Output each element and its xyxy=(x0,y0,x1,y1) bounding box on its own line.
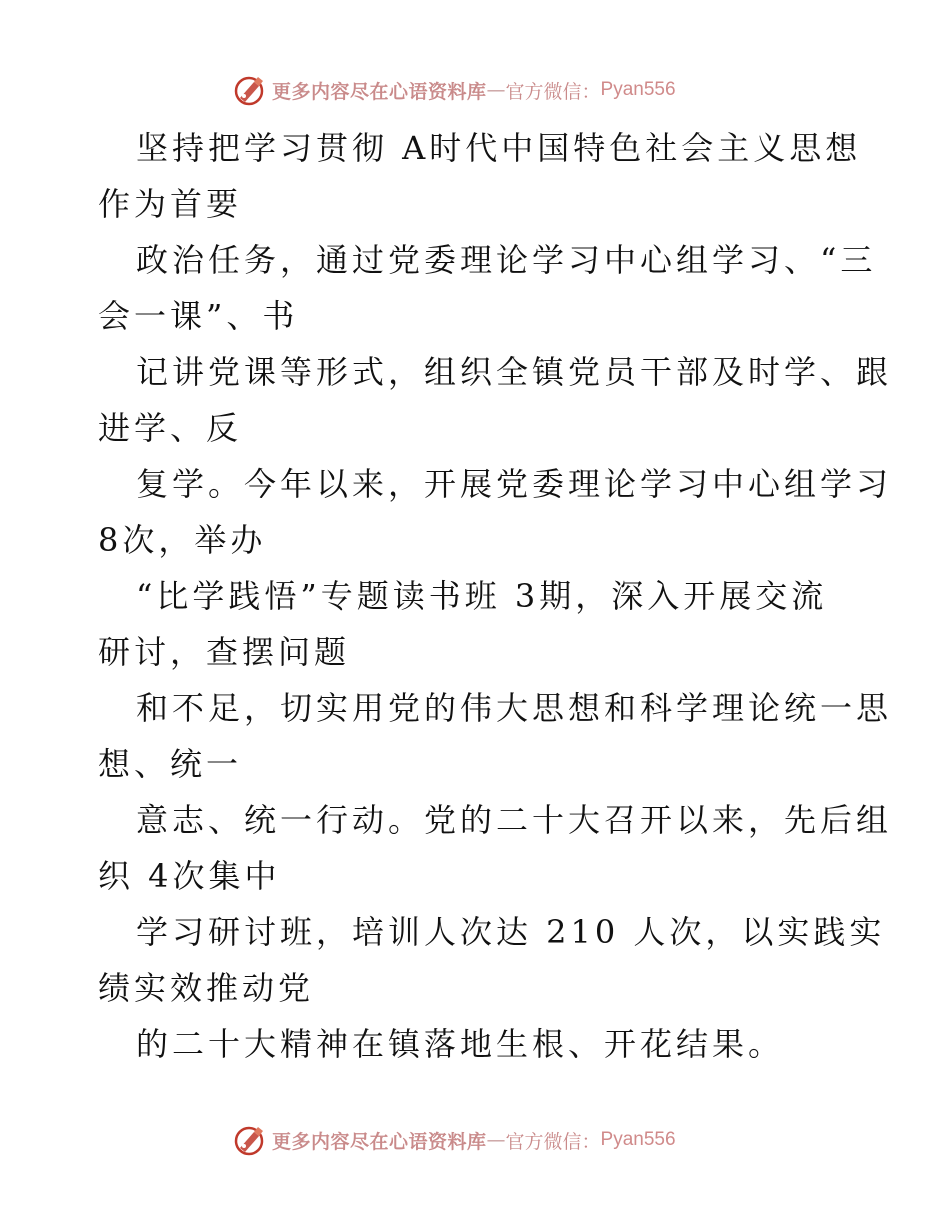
pen-logo-icon xyxy=(232,72,268,108)
text-line: 记讲党课等形式，组织全镇党员干部及时学、跟 xyxy=(136,353,893,391)
watermark-wechat-id: Pyan556 xyxy=(600,1129,676,1150)
text-line: 和不足，切实用党的伟大思想和科学理论统一思 xyxy=(136,689,893,727)
text-line: 的二十大精神在镇落地生根、开花结果。 xyxy=(136,1025,785,1063)
header-watermark xyxy=(232,72,676,108)
text-line: 作为首要 xyxy=(98,185,243,223)
text-line: 会一课”、书 xyxy=(98,297,299,335)
text-line: 政治任务，通过党委理论学习中心组学习、“三 xyxy=(136,241,877,279)
watermark-brand: 更多内容尽在心语资料库 xyxy=(272,80,487,103)
footer-watermark xyxy=(232,1122,676,1158)
text-line: 复学。今年以来，开展党委理论学习中心组学习 xyxy=(136,465,893,503)
text-line: 研讨，查摆问题 xyxy=(98,633,351,671)
text-line: 坚持把学习贯彻 A时代中国特色社会主义思想 xyxy=(136,129,862,167)
text-line: 学习研讨班，培训人次达 210 人次，以实践实 xyxy=(136,913,886,951)
text-line: 织 4次集中 xyxy=(98,857,281,895)
watermark-separator: — xyxy=(486,79,506,101)
watermark-brand: 更多内容尽在心语资料库 xyxy=(272,1130,487,1153)
watermark-official-label: 官方微信： xyxy=(505,80,601,103)
text-line: 想、统一 xyxy=(98,745,243,783)
text-line: 绩实效推动党 xyxy=(98,969,315,1007)
watermark-wechat-id: Pyan556 xyxy=(600,79,676,100)
document-body xyxy=(98,120,898,1072)
watermark-separator: — xyxy=(486,1129,506,1151)
pen-logo-icon xyxy=(232,1122,268,1158)
text-line: 意志、统一行动。党的二十大召开以来，先后组 xyxy=(136,801,893,839)
text-line: “比学践悟”专题读书班 3期，深入开展交流 xyxy=(136,577,828,615)
watermark-official-label: 官方微信： xyxy=(505,1130,601,1153)
text-line: 进学、反 xyxy=(98,409,243,447)
text-line: 8次，举办 xyxy=(98,521,267,559)
